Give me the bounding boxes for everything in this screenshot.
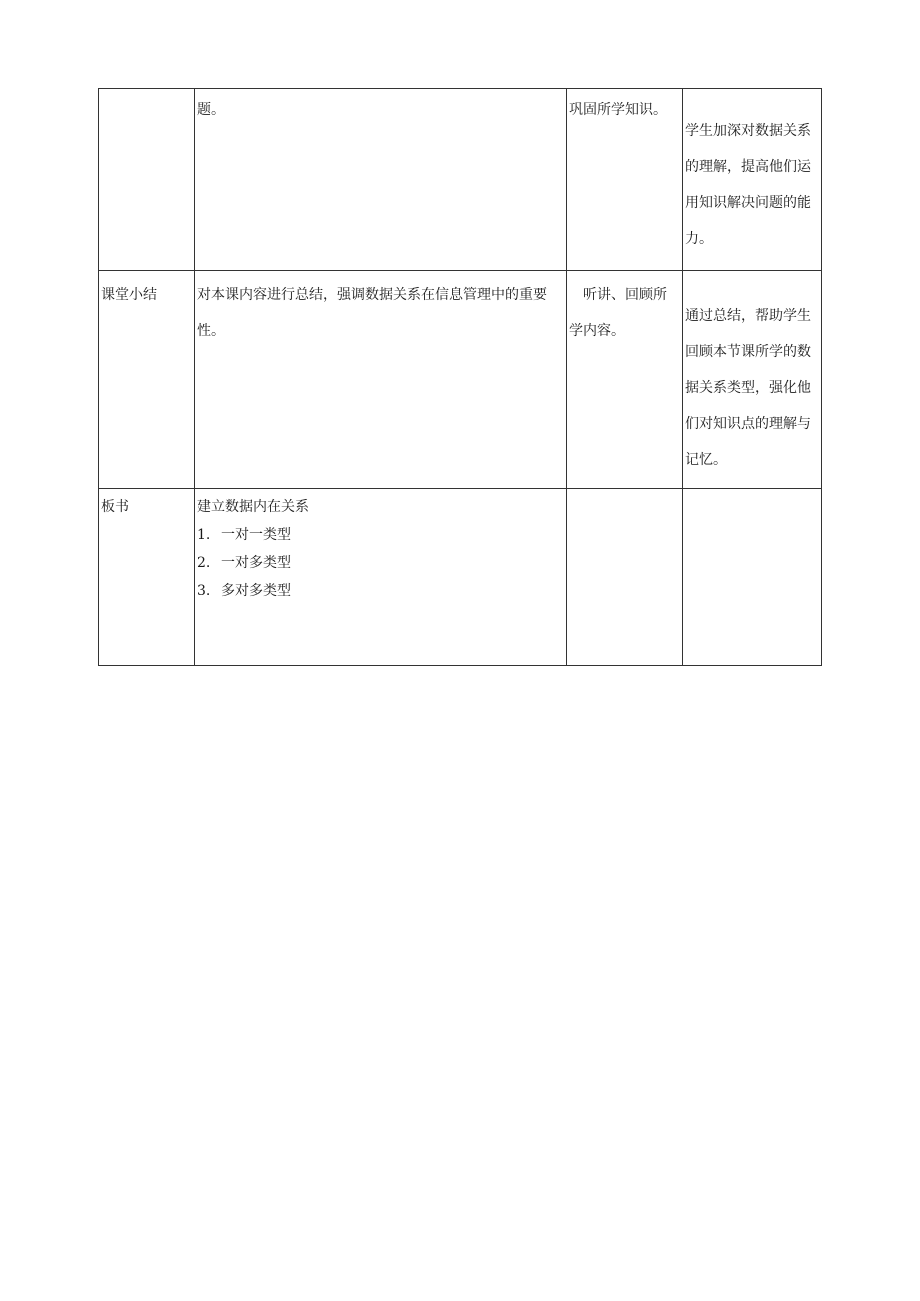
list-item-number: 1. <box>197 527 211 543</box>
teacher-activity-cell <box>195 271 567 489</box>
stage-label: 课堂小结 <box>101 287 157 303</box>
design-purpose-cell <box>683 89 822 271</box>
list-item-text: 一对多类型 <box>221 555 291 571</box>
list-item <box>197 549 564 577</box>
design-purpose-text: 学生加深对数据关系的理解，提高他们运用知识解决问题的能力。 <box>685 123 811 247</box>
blackboard-content <box>195 489 566 605</box>
blackboard-cell <box>195 489 567 666</box>
stage-cell <box>99 271 195 489</box>
teacher-activity-text: 题。 <box>197 102 225 118</box>
student-activity-cell <box>567 271 683 489</box>
list-item-text: 多对多类型 <box>221 583 291 599</box>
student-activity-text <box>567 271 682 349</box>
table-row <box>99 89 822 271</box>
table-row <box>99 271 822 489</box>
student-activity-cell <box>567 89 683 271</box>
student-activity-content: 听讲、回顾所学内容。 <box>569 287 667 339</box>
student-activity-text: 巩固所学知识。 <box>569 102 667 118</box>
stage-cell <box>99 489 195 666</box>
teacher-activity-cell <box>195 89 567 271</box>
stage-label: 板书 <box>101 499 129 515</box>
blackboard-title: 建立数据内在关系 <box>197 499 309 515</box>
student-activity-cell <box>567 489 683 666</box>
list-item <box>197 577 564 605</box>
list-item-number: 2. <box>197 555 211 571</box>
list-item <box>197 521 564 549</box>
lesson-plan-table <box>98 88 822 666</box>
design-purpose-text: 通过总结，帮助学生回顾本节课所学的数据关系类型，强化他们对知识点的理解与记忆。 <box>685 308 811 468</box>
student-activity-indent <box>569 287 583 303</box>
design-purpose-cell <box>683 489 822 666</box>
list-item-number: 3. <box>197 583 211 599</box>
design-purpose-cell <box>683 271 822 489</box>
teacher-activity-text: 对本课内容进行总结，强调数据关系在信息管理中的重要性。 <box>197 287 547 339</box>
table-row <box>99 489 822 666</box>
stage-cell <box>99 89 195 271</box>
list-item-text: 一对一类型 <box>221 527 291 543</box>
stage-label <box>99 89 194 92</box>
